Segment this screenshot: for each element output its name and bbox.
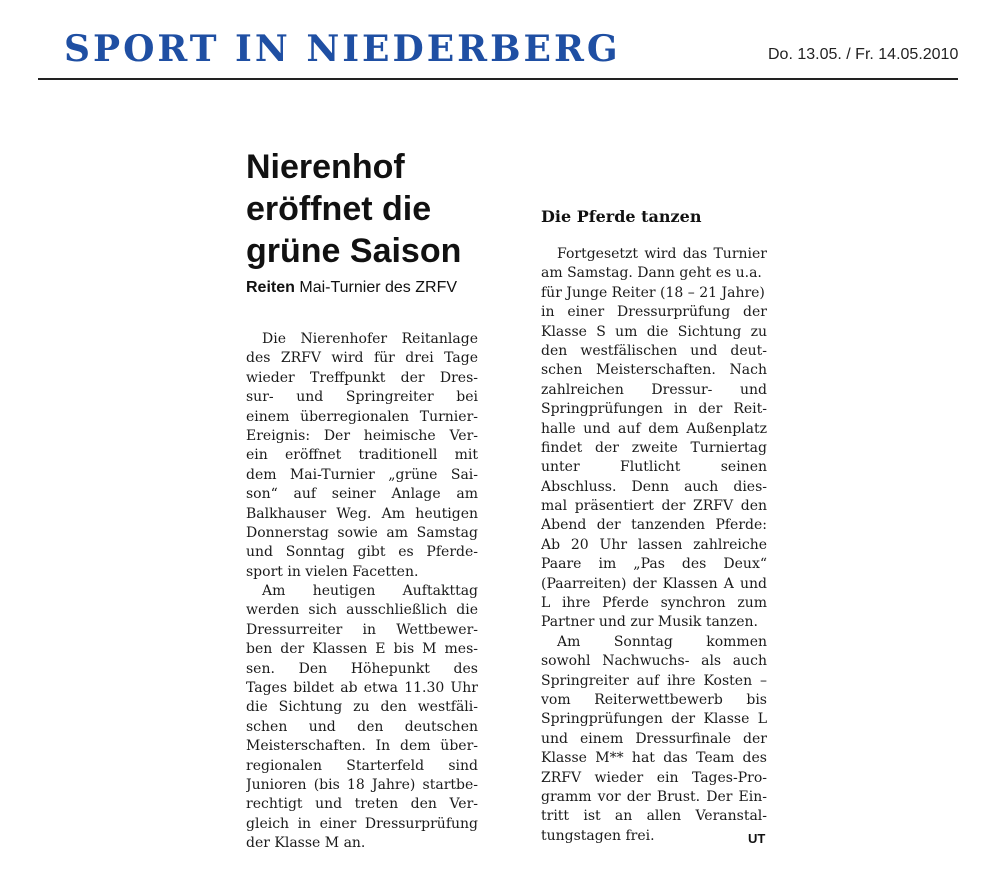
text-line: den westfälischen und deut- (541, 342, 767, 359)
text-line: Fortgesetzt wird das Turnier (557, 246, 767, 262)
text-line: Dressurreiter in Wettbewer- (246, 621, 478, 638)
text-line: Donnerstag sowie am Samstag (246, 524, 478, 541)
text-line: dem Mai-Turnier „grüne Sai- (246, 466, 478, 483)
text-line: Klasse M** hat das Team des (541, 750, 767, 767)
issue-date: Do. 13.05. / Fr. 14.05.2010 (768, 46, 959, 63)
masthead: SPORT IN NIEDERBERG (64, 28, 621, 70)
text-line: Balkhauser Weg. Am heutigen (246, 505, 478, 522)
text-line: Paare im „Pas des Deux“ (541, 556, 767, 573)
article-subtitle (246, 279, 457, 297)
text-line: schen und den deutschen (246, 718, 478, 735)
article-column-2 (541, 245, 767, 846)
text-line: regionalen Starterfeld sind (246, 757, 478, 774)
text-line: Ab 20 Uhr lassen zahlreiche (541, 536, 767, 553)
text-line: sen. Den Höhepunkt des (246, 660, 478, 677)
text-line: Springprüfungen in der Reit- (541, 401, 767, 418)
text-line: mal präsentiert der ZRFV den (541, 498, 767, 515)
headline-line: eröffnet die (246, 190, 432, 228)
text-line: Springreiter auf ihre Kosten – (541, 672, 767, 689)
text-line: und einem Dressurfinale der (541, 730, 767, 747)
text-line: in einer Dressurprüfung der (541, 304, 767, 321)
headline-line: grüne Saison (246, 232, 462, 270)
text-line: Junioren (bis 18 Jahre) startbe- (246, 776, 478, 793)
article-kicker: Reiten (246, 279, 295, 296)
text-line: L ihre Pferde synchron zum (541, 595, 767, 612)
text-line: des ZRFV wird für drei Tage (246, 350, 478, 367)
text-line: Am heutigen Auftakttag (262, 583, 478, 600)
text-line: einem überregionalen Turnier- (246, 408, 478, 425)
text-line: (Paarreiten) der Klassen A und (541, 575, 767, 592)
author-signoff: UT (748, 831, 766, 846)
text-line: der Klasse M an. (246, 835, 366, 852)
text-line: wieder Treffpunkt der Dres- (246, 369, 478, 386)
text-line: Abend der tanzenden Pferde: (541, 517, 767, 534)
text-line: Springprüfungen der Klasse L (541, 711, 767, 728)
text-line: gleich in einer Dressurprüfung (246, 815, 478, 832)
article-headline (246, 146, 546, 272)
text-line: tungstagen frei. (541, 827, 655, 844)
text-line: und Sonntag gibt es Pferde- (246, 544, 478, 561)
text-line: Abschluss. Denn auch dies- (541, 478, 767, 495)
text-line: für Junge Reiter (18 – 21 Jahre) (541, 284, 765, 301)
text-line: Partner und zur Musik tanzen. (541, 614, 758, 631)
text-line: ein eröffnet traditionell mit (246, 447, 478, 464)
text-line: sur- und Springreiter bei (246, 389, 478, 406)
text-line: sowohl Nachwuchs- als auch (541, 653, 767, 670)
text-line: findet der zweite Turniertag (541, 439, 767, 456)
article-column-1 (246, 330, 478, 854)
text-line: ben der Klassen E bis M mes- (246, 641, 478, 658)
text-line: Tages bildet ab etwa 11.30 Uhr (246, 680, 478, 697)
text-line: unter Flutlicht seinen (541, 459, 767, 476)
text-line: gramm vor der Brust. Der Ein- (541, 788, 767, 805)
section-title: Die Pferde tanzen (541, 207, 702, 226)
text-line: ZRFV wieder ein Tages-Pro- (541, 769, 767, 786)
text-line: halle und auf dem Außenplatz (541, 420, 767, 437)
text-line: Am Sonntag kommen (557, 633, 767, 650)
text-line: Die Nierenhofer Reitanlage (262, 331, 478, 347)
text-line: tritt ist an allen Veranstal- (541, 808, 767, 825)
text-line: Ereignis: Der heimische Ver- (246, 427, 478, 444)
text-line: zahlreichen Dressur- und (541, 381, 767, 398)
text-line: vom Reiterwettbewerb bis (541, 691, 767, 708)
text-line: werden sich ausschließlich die (246, 602, 478, 619)
text-line: rechtigt und treten den Ver- (246, 796, 478, 813)
text-line: Klasse S um die Sichtung zu (541, 323, 767, 340)
header-divider (38, 78, 958, 80)
text-line: die Sichtung zu den westfäli- (246, 699, 478, 716)
article-subtitle-text: Mai-Turnier des ZRFV (299, 279, 458, 296)
text-line: son“ auf seiner Anlage am (246, 486, 478, 503)
text-line: am Samstag. Dann geht es u.a. (541, 265, 762, 282)
text-line: schen Meisterschaften. Nach (541, 362, 767, 379)
headline-line: Nierenhof (246, 148, 405, 186)
text-line: sport in vielen Facetten. (246, 563, 419, 580)
text-line: Meisterschaften. In dem über- (246, 738, 478, 755)
